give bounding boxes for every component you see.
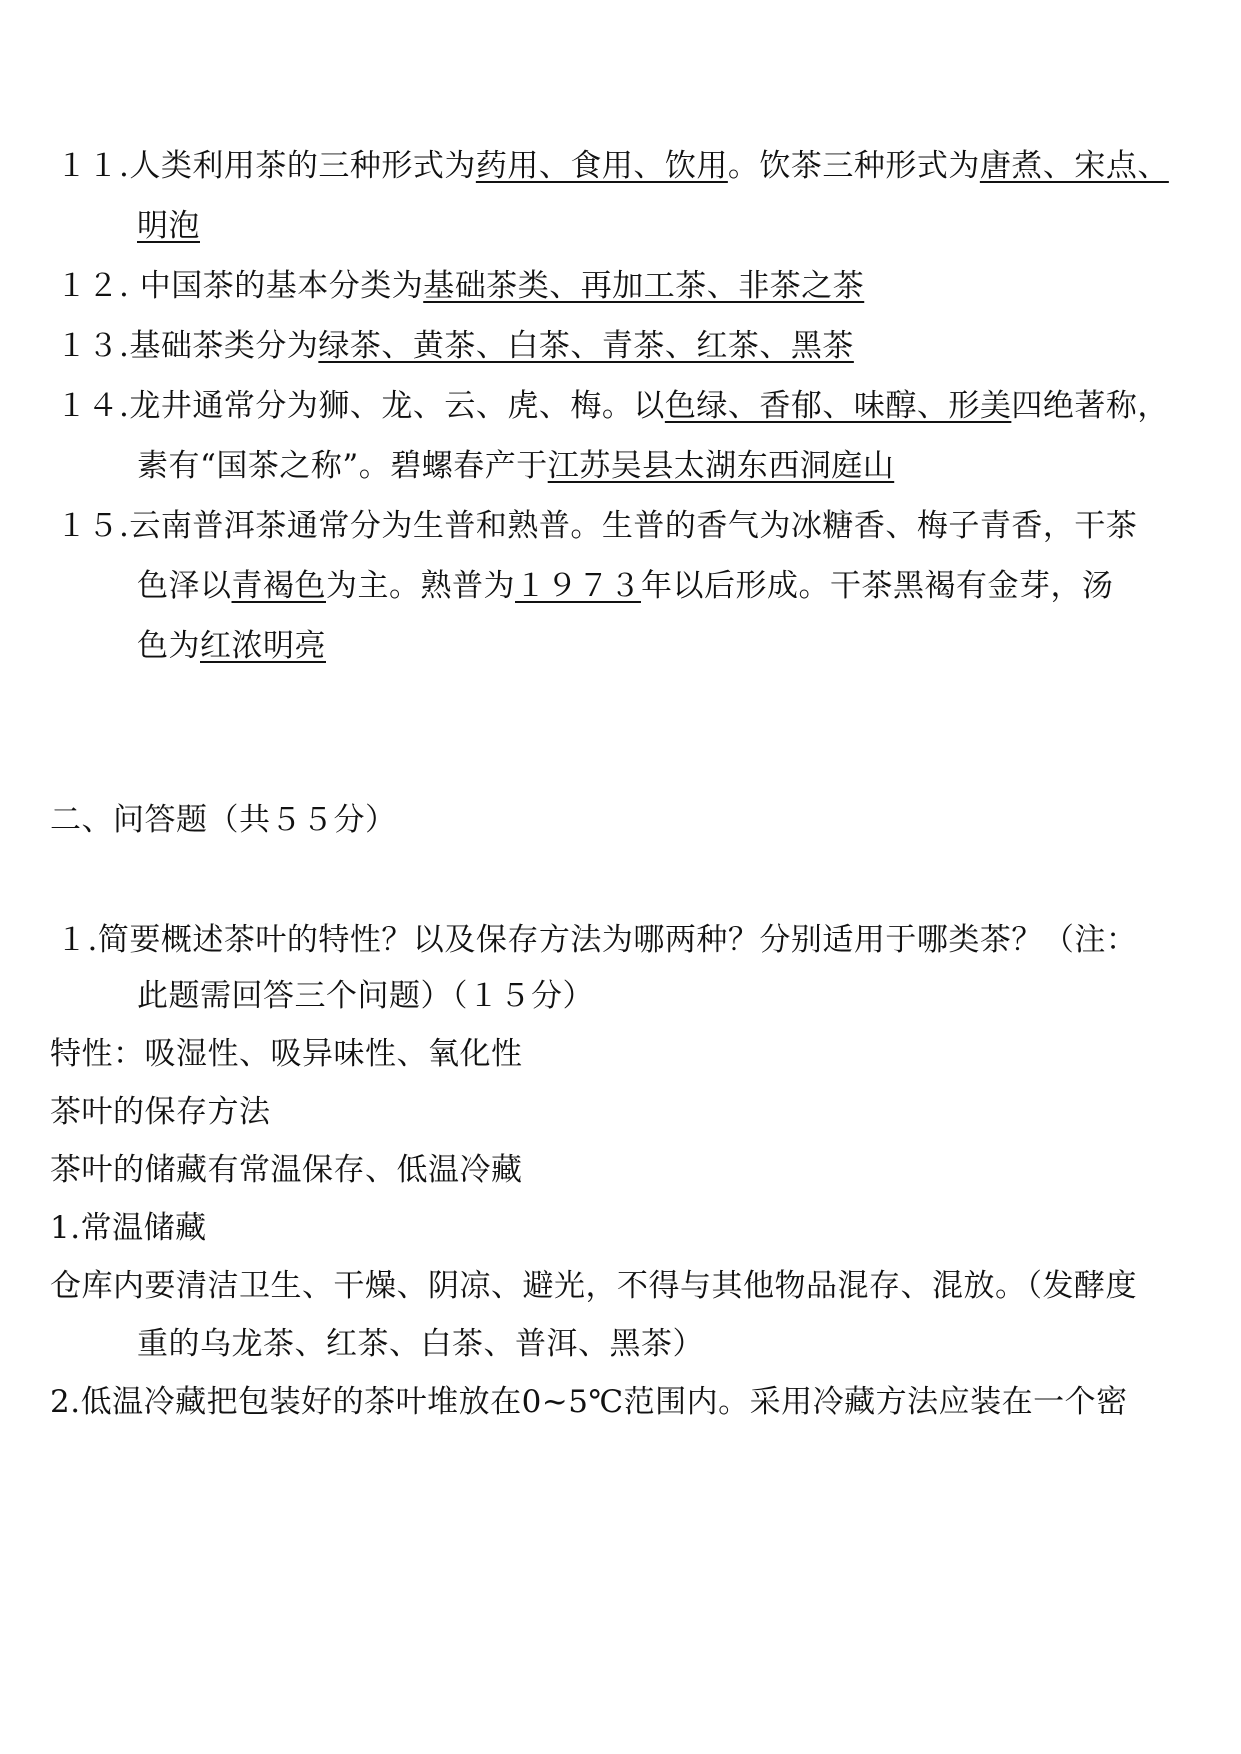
q11-line-1 [56,146,1241,186]
qa1-question-text-2: 此题需回答三个问题）（１５分） [137,978,594,1014]
q15-text-4: 年以后形成。干茶黑褐有金芽，汤 [641,568,1114,604]
qa1-answer-text-4: 1.常温储藏 [50,1210,207,1246]
qa1-question-line-2 [137,976,1241,1016]
qa1-answer-text-1: 特性：吸湿性、吸异味性、氧化性 [50,1036,523,1072]
q14-answer-1: 色绿、香郁、味醇、形美 [664,388,1012,424]
q11-answer-1: 药用、食用、饮用 [475,148,728,184]
qa1-answer-text-2: 茶叶的保存方法 [50,1094,271,1130]
q11-answer-2: 唐煮、宋点、 [979,148,1169,184]
q12-line [56,266,1241,306]
qa1-question-line-1 [56,920,1241,960]
qa1-answer-text-6: 2.低温冷藏把包装好的茶叶堆放在0~5℃范围内。采用冷藏方法应装在一个密 [50,1384,1128,1420]
qa1-answer-storage-types [50,1150,1241,1190]
q15-text-2: 色泽以 [137,568,232,604]
qa1-question-text-1: １.简要概述茶叶的特性？以及保存方法为哪两种？分别适用于哪类茶？（注： [56,922,1138,958]
section-2-heading [50,800,1241,840]
q15-text-5: 色为 [137,628,200,664]
q14-line-1 [56,386,1241,426]
qa1-answer-room-temp-line-1 [50,1266,1241,1306]
q13-answer-1: 绿茶、黄茶、白茶、青茶、红茶、黑茶 [318,328,854,364]
q14-answer-2: 江苏吴县太湖东西洞庭山 [547,448,895,484]
q15-text-3: 为主。熟普为 [326,568,515,604]
qa1-answer-text-5b: 重的乌龙茶、红茶、白茶、普洱、黑茶） [137,1326,704,1362]
q15-answer-2: １９７３ [515,568,641,604]
q15-line-1 [56,506,1241,546]
qa1-answer-room-temp-heading [50,1208,1241,1248]
q11-answer-3: 明泡 [137,208,200,244]
q11-line-2 [137,206,1241,246]
q15-line-2 [137,566,1241,606]
q14-number: １４. [56,388,130,424]
q12-number: １２. [56,268,130,304]
q15-answer-1: 青褐色 [231,568,326,604]
q11-text-2: 。饮茶三种形式为 [727,148,980,184]
section-2-title: 二、问答题（共５５分） [50,802,397,838]
q11-text-1: 人类利用茶的三种形式为 [129,148,476,184]
qa1-answer-properties [50,1034,1241,1074]
q14-text-2: 四绝著称， [1011,388,1169,424]
q13-number: １３. [56,328,130,364]
q12-text-1: 中国茶的基本分类为 [129,268,424,304]
q15-line-3 [137,626,1241,666]
q14-line-2 [137,446,1241,486]
q15-text-1: 云南普洱茶通常分为生普和熟普。生普的香气为冰糖香、梅子青香，干茶 [129,508,1138,544]
q15-answer-3: 红浓明亮 [200,628,326,664]
qa1-answer-text-3: 茶叶的储藏有常温保存、低温冷藏 [50,1152,523,1188]
q14-text-3: 素有“国茶之称”。碧螺春产于 [137,448,548,484]
q12-answer-1: 基础茶类、再加工茶、非茶之茶 [423,268,865,304]
qa1-answer-cold-storage [50,1382,1241,1422]
q13-text-1: 基础茶类分为 [129,328,319,364]
q15-number: １５. [56,508,130,544]
qa1-answer-text-5a: 仓库内要清洁卫生、干燥、阴凉、避光，不得与其他物品混存、混放。（发酵度 [50,1268,1137,1304]
qa1-answer-room-temp-line-2 [137,1324,1241,1364]
qa1-answer-storage-heading [50,1092,1241,1132]
q13-line [56,326,1241,366]
q11-number: １１. [56,148,130,184]
q14-text-1: 龙井通常分为狮、龙、云、虎、梅。以 [129,388,665,424]
